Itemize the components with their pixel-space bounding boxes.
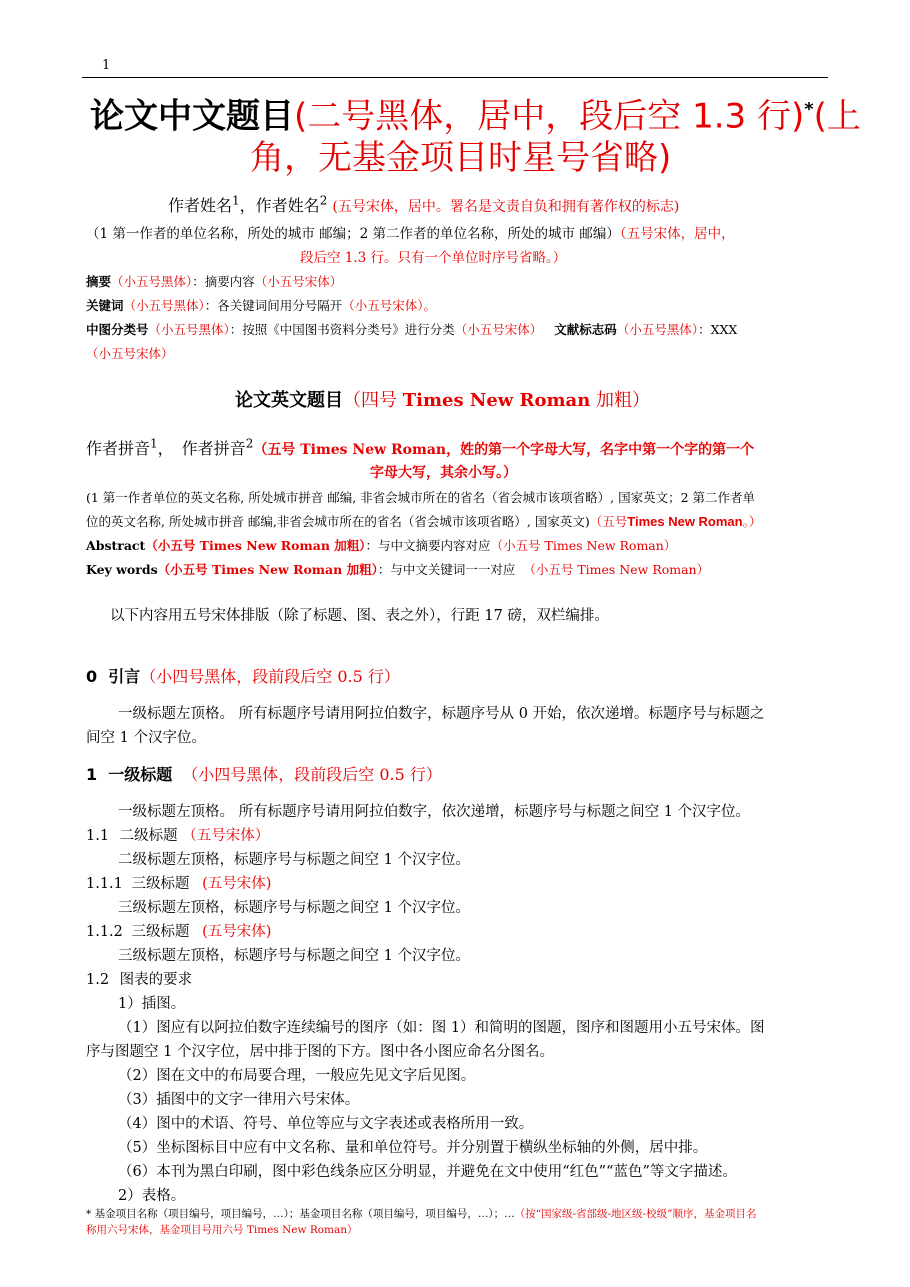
section-1-2-p2: （2）图在文中的布局要合理，一般应先见文字后见图。 xyxy=(118,1068,476,1084)
keywords-en-note: （小五号 Times New Roman） xyxy=(523,562,710,577)
section-1-2-p1-line1: （1）图应有以阿拉伯数字连续编号的图序（如：图 1）和简明的图题，图序和图题用小五号宋体。图 xyxy=(118,1020,765,1036)
abstract-en-colon: ： xyxy=(365,538,379,553)
paper-title-line1 xyxy=(90,88,861,138)
abstract-cn xyxy=(86,272,342,290)
author-name-1: 作者姓名 xyxy=(168,196,233,215)
keywords-label-note: （小五号黑体） xyxy=(123,298,205,313)
keywords-en xyxy=(86,560,709,578)
footnote-text: * 基金项目名称（项目编号，项目编号，…）；基金项目名称（项目编号，项目编号，…）；… xyxy=(86,1208,515,1220)
section-1-1-title: 二级标题 xyxy=(119,828,178,844)
doc-code-label: 文献标志码 xyxy=(554,322,617,337)
footnote-line1 xyxy=(86,1206,756,1221)
section-1-heading xyxy=(86,762,442,785)
title-format-note: (二号黑体，居中，段后空 1.3 行) xyxy=(294,96,805,137)
section-1-title: 一级标题 xyxy=(108,765,173,784)
section-0-note: （小四号黑体，段前段后空 0.5 行） xyxy=(140,667,400,686)
doc-code-text: ：XXX xyxy=(698,322,738,337)
author-en-name-1: 作者拼音 xyxy=(86,439,151,458)
section-1-2-p1-line2: 序与图题空 1 个汉字位，居中排于图的下方。图中各小图应命名分图名。 xyxy=(86,1044,554,1060)
section-1-1-1-number: 1.1.1 xyxy=(86,876,123,892)
keywords-text: ：各关键词间用分号隔开 xyxy=(204,298,343,313)
title-text: 论文中文题目 xyxy=(90,96,294,137)
author-sup-1: 1 xyxy=(232,193,240,208)
abstract-text: ：摘要内容 xyxy=(192,274,255,289)
section-1-1-para: 二级标题左顶格，标题序号与标题之间空 1 个汉字位。 xyxy=(118,852,470,868)
affiliation-cn-line1 xyxy=(86,222,735,242)
keywords-en-colon: ： xyxy=(377,562,391,577)
classification-note: （小五号宋体） xyxy=(454,322,543,337)
section-1-1-2-note: (五号宋体) xyxy=(202,924,272,940)
affiliation-cn-line2: 段后空 1.3 行。只有一个单位时序号省略。） xyxy=(300,250,567,266)
footnote-note: （按“国家级-省部级-地区级-校级”顺序，基金项目名 xyxy=(514,1208,757,1220)
classification-line1 xyxy=(86,320,737,338)
title-en-note-prefix: （四号 xyxy=(343,390,403,411)
abstract-note: （小五号宋体） xyxy=(254,274,343,289)
affiliation-en-line1: (1 第一作者单位的英文名称, 所处城市拼音 邮编, 非省会城市所在的省名（省会城市该项省略）, 国家英文；2 第二作者单 xyxy=(86,490,756,505)
title-en-note-suffix: 加粗） xyxy=(590,390,651,411)
body-intro: 以下内容用五号宋体排版（除了标题、图、表之外），行距 17 磅，双栏编排。 xyxy=(110,608,609,624)
abstract-label-note: （小五号黑体） xyxy=(111,274,193,289)
authors-en-line1 xyxy=(86,436,754,459)
section-1-2-item1: 1）插图。 xyxy=(118,996,186,1012)
section-1-1-number: 1.1 xyxy=(86,828,110,844)
section-1-note: （小四号黑体，段前段后空 0.5 行） xyxy=(182,765,442,784)
footnote-line2: 称用六号宋体，基金项目号用六号 Times New Roman） xyxy=(86,1224,358,1236)
section-1-2-heading xyxy=(86,968,192,989)
title-footnote-mark: * xyxy=(804,99,814,120)
title-en-text: 论文英文题目 xyxy=(235,390,343,411)
title-format-note-tail: (上 xyxy=(813,96,861,137)
abstract-en-label: Abstract xyxy=(86,538,146,553)
section-1-1-1-title: 三级标题 xyxy=(131,876,190,892)
doc-code-label-note: （小五号黑体） xyxy=(616,322,699,337)
section-1-1-1-heading xyxy=(86,872,271,893)
author-name-2: 作者姓名 xyxy=(255,196,320,215)
classification-label-note: （小五号黑体） xyxy=(148,322,230,337)
section-0-heading xyxy=(86,664,400,687)
header-rule xyxy=(82,77,828,78)
section-1-1-1-para: 三级标题左顶格，标题序号与标题之间空 1 个汉字位。 xyxy=(118,900,470,916)
affiliation-en-note-prefix: （五号 xyxy=(589,514,628,529)
keywords-label: 关键词 xyxy=(86,298,124,313)
section-1-1-heading xyxy=(86,824,269,845)
author-en-sup-1: 1 xyxy=(150,436,158,451)
authors-format-note: (五号宋体，居中。署名是文责自负和拥有著作权的标志) xyxy=(332,199,680,215)
section-0-para-line1: 一级标题左顶格。 所有标题序号请用阿拉伯数字，标题序号从 0 开始，依次递增。标题序号与标题之 xyxy=(118,706,765,722)
section-1-2-number: 1.2 xyxy=(86,972,110,988)
author-en-separator: ， xyxy=(157,439,174,458)
section-1-1-2-heading xyxy=(86,920,271,941)
paper-title-line2: 角，无基金项目时星号省略) xyxy=(250,138,672,178)
abstract-en-label-note: （小五号 Times New Roman 加粗） xyxy=(145,538,366,553)
abstract-en-note: （小五号 Times New Roman） xyxy=(490,538,677,553)
abstract-en-text: 与中文摘要内容对应 xyxy=(378,538,491,553)
classification-text: ：按照《中国图书资料分类号》进行分类 xyxy=(229,322,455,337)
keywords-en-text: 与中文关键词一一对应 xyxy=(390,562,516,577)
classification-line2: （小五号宋体） xyxy=(86,346,174,361)
keywords-note: （小五号宋体）。 xyxy=(342,298,437,313)
affiliation-en-line2 xyxy=(86,512,761,530)
affiliation-cn-note: （五号宋体，居中， xyxy=(619,226,735,242)
section-0-number: 0 xyxy=(86,667,98,686)
abstract-en xyxy=(86,536,676,554)
author-separator: ， xyxy=(239,196,256,215)
section-0-title: 引言 xyxy=(108,667,141,686)
abstract-label: 摘要 xyxy=(86,274,112,289)
keywords-en-label-note: （小五号 Times New Roman 加粗） xyxy=(157,562,378,577)
authors-en-note: （五号 Times New Roman，姓的第一个字母大写，名字中第一个字的第一个 xyxy=(253,442,755,458)
affiliation-cn-text: （1 第一作者的单位名称，所处的城市 邮编；2 第二作者的单位名称，所处的城市 邮编） xyxy=(86,226,620,242)
author-en-sup-2: 2 xyxy=(245,436,254,451)
section-1-1-2-title: 三级标题 xyxy=(131,924,190,940)
section-1-2-p6: （6）本刊为黑白印刷，图中彩色线条应区分明显，并避免在文中使用“红色”“蓝色”等文字描述。 xyxy=(118,1164,737,1180)
section-1-2-title: 图表的要求 xyxy=(119,972,193,988)
section-1-1-note: （五号宋体） xyxy=(182,828,270,844)
affiliation-en-note-suffix: 。） xyxy=(742,514,762,529)
page-number: 1 xyxy=(102,58,111,73)
section-1-2-item2: 2）表格。 xyxy=(118,1188,186,1204)
authors-en-line2: 字母大写，其余小写。） xyxy=(370,465,517,481)
title-en-note-font: Times New Roman xyxy=(402,390,591,411)
section-1-number: 1 xyxy=(86,765,98,784)
section-1-1-2-number: 1.1.2 xyxy=(86,924,123,940)
section-1-para: 一级标题左顶格。 所有标题序号请用阿拉伯数字，依次递增，标题序号与标题之间空 1 个汉字位。 xyxy=(118,804,751,820)
section-1-2-p3: （3）插图中的文字一律用六号宋体。 xyxy=(118,1092,360,1108)
authors-cn xyxy=(168,193,679,216)
keywords-cn xyxy=(86,296,436,314)
section-1-2-p5: （5）坐标图标目中应有中文名称、量和单位符号。并分别置于横纵坐标轴的外侧，居中排。 xyxy=(118,1140,708,1156)
classification-label: 中图分类号 xyxy=(86,322,149,337)
author-sup-2: 2 xyxy=(319,193,328,208)
keywords-en-label: Key words xyxy=(86,562,158,577)
title-en xyxy=(235,386,650,412)
section-1-1-1-note: (五号宋体) xyxy=(202,876,272,892)
section-1-2-p4: （4）图中的术语、符号、单位等应与文字表述或表格所用一致。 xyxy=(118,1116,534,1132)
affiliation-en-note-font: Times New Roman xyxy=(627,514,743,529)
section-0-para-line2: 间空 1 个汉字位。 xyxy=(86,730,206,746)
affiliation-en-text: 位的英文名称, 所处城市拼音 邮编,非省会城市所在的省名（省会城市该项省略）, 国家英文) xyxy=(86,514,590,529)
author-en-name-2: 作者拼音 xyxy=(181,439,246,458)
section-1-1-2-para: 三级标题左顶格，标题序号与标题之间空 1 个汉字位。 xyxy=(118,948,470,964)
